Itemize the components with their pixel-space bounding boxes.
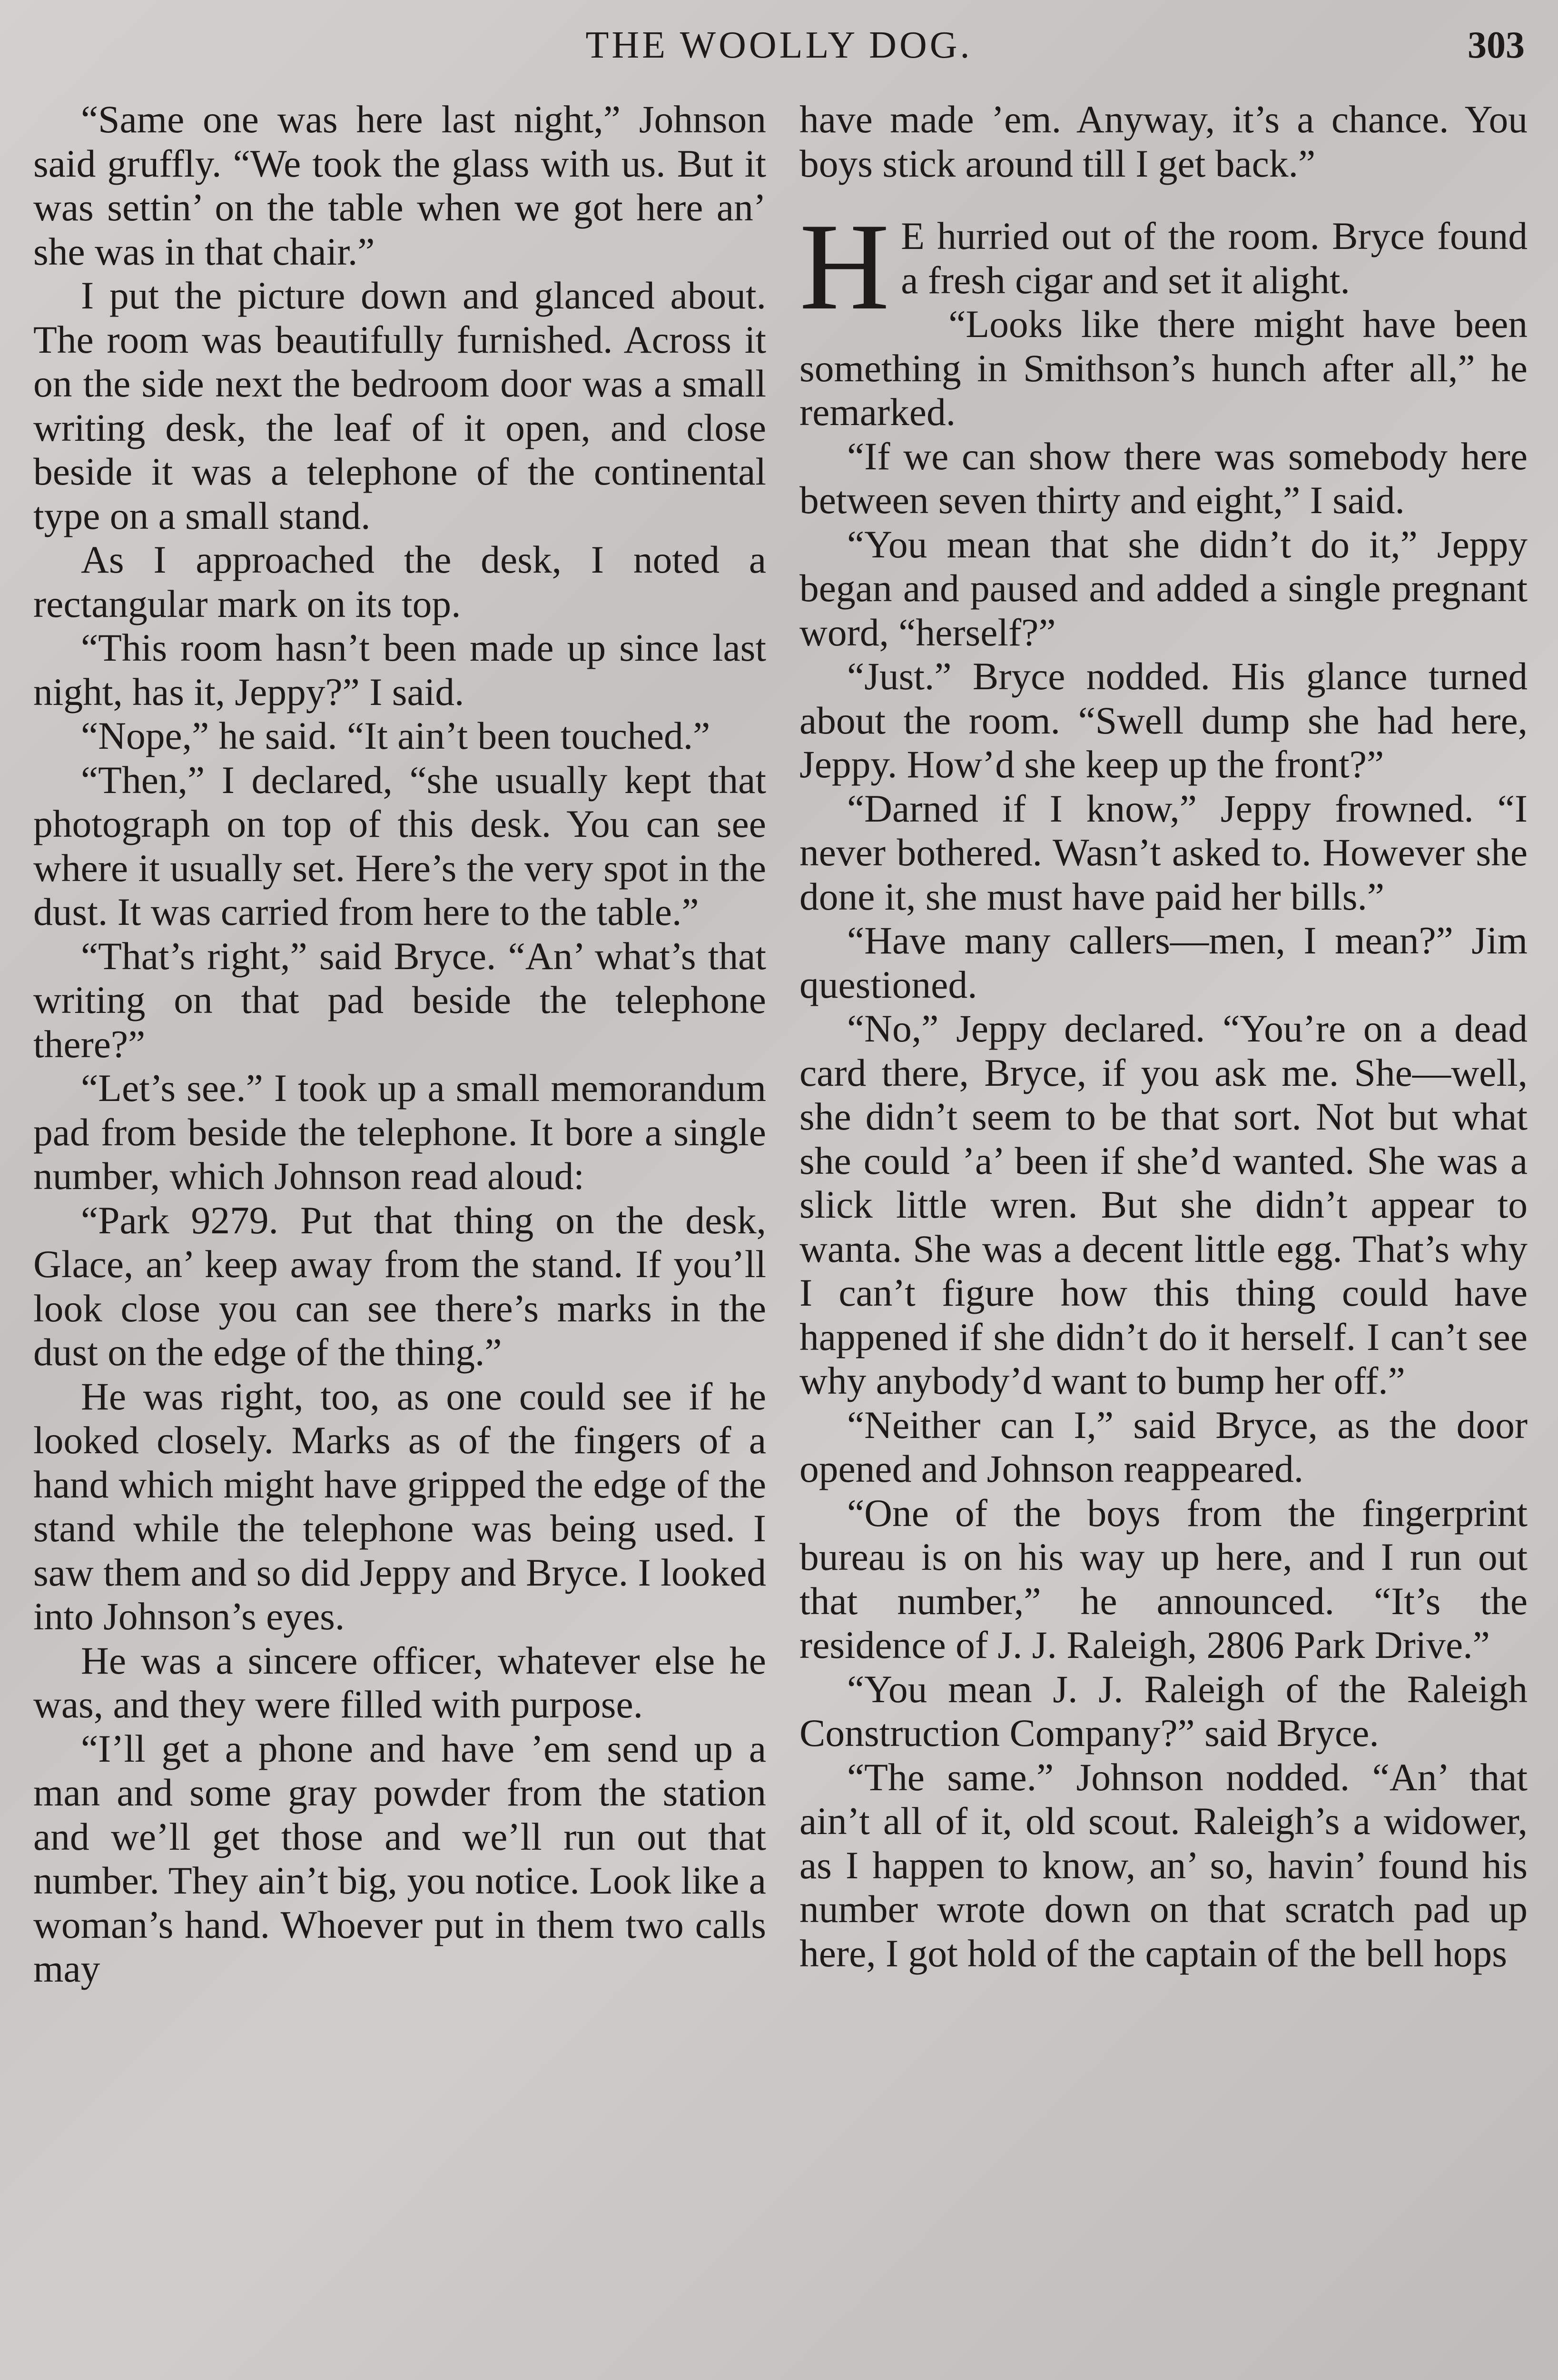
paragraph: As I approached the desk, I noted a rectangular mark on its top.	[33, 538, 766, 625]
paragraph: “The same.” Johnson nodded. “An’ that ain’t all of it, old scout. Raleigh’s a widower, as I happen to know, an’ so, havin’ found his number wrote down on that scratch pad up here, I got hold of the captain of the bell hops	[799, 1755, 1528, 1975]
paragraph: “This room hasn’t been made up since last night, has it, Jeppy?” I said.	[33, 626, 766, 714]
paragraph: “You mean J. J. Raleigh of the Raleigh Construction Company?” said Bryce.	[799, 1667, 1528, 1755]
paragraph: “Looks like there might have been something in Smithson’s hunch after all,” he remarked.	[799, 302, 1528, 434]
opening-text: E hurried out of the room. Bryce found a fresh cigar and set it alight.	[901, 214, 1528, 302]
paragraph: “Neither can I,” said Bryce, as the door opened and Johnson reappeared.	[799, 1403, 1528, 1490]
paragraph: “Have many callers—men, I mean?” Jim questioned.	[799, 919, 1528, 1006]
paragraph: “Let’s see.” I took up a small memorandum pad from beside the telephone. It bore a single number, which Johnson read aloud:	[33, 1066, 766, 1198]
paragraph: He was a sincere officer, whatever else he was, and they were filled with purpose.	[33, 1638, 766, 1726]
paragraph: “If we can show there was somebody here between seven thirty and eight,” I said.	[799, 434, 1528, 522]
paragraph: “I’ll get a phone and have ’em send up a man and some gray powder from the station and we’ll get those and we’ll run out that number. They ain’t big, you notice. Look like a woman’s hand. Whoever put in them two calls may	[33, 1726, 766, 1990]
page-header	[0, 19, 1558, 86]
page-number: 303	[1468, 24, 1525, 66]
right-column	[799, 98, 1528, 1975]
paragraph: “Just.” Bryce nodded. His glance turned about the room. “Swell dump she had here, Jeppy. How’d she keep up the front?”	[799, 654, 1528, 786]
running-title: THE WOOLLY DOG.	[585, 24, 973, 66]
paragraph: I put the picture down and glanced about. The room was beautifully furnished. Across it on the side next the bedroom door was a small writing desk, the leaf of it open, and close beside it was a telephone of the continental type on a small stand.	[33, 274, 766, 537]
section-opening-paragraph	[799, 198, 1528, 336]
paragraph: “No,” Jeppy declared. “You’re on a dead card there, Bryce, if you ask me. She—well, she didn’t seem to be that sort. Not but what she could ’a’ been if she’d wanted. She was a slick little wren. But she didn’t appear to wanta. She was a decent little egg. That’s why I can’t figure how this thing could have happened if she didn’t do it herself. I can’t see why anybody’d want to bump her off.”	[799, 1007, 1528, 1402]
paragraph: He was right, too, as one could see if he looked closely. Marks as of the fingers of a hand which might have gripped the edge of the stand while the telephone was being used. I saw them and so did Jeppy and Bryce. I looked into Johnson’s eyes.	[33, 1374, 766, 1638]
paragraph: “You mean that she didn’t do it,” Jeppy began and paused and added a single pregnant word, “herself?”	[799, 522, 1528, 654]
drop-cap: H	[799, 198, 890, 336]
left-column	[33, 98, 766, 1991]
paragraph: “One of the boys from the fingerprint bureau is on his way up here, and I run out that number,” he announced. “It’s the residence of J. J. Raleigh, 2806 Park Drive.”	[799, 1491, 1528, 1666]
paragraph: “That’s right,” said Bryce. “An’ what’s that writing on that pad beside the telephone there?”	[33, 934, 766, 1066]
paragraph: “Same one was here last night,” Johnson said gruffly. “We took the glass with us. But it was settin’ on the table when we got here an’ she was in that chair.”	[33, 98, 766, 273]
paragraph: “Nope,” he said. “It ain’t been touched.”	[81, 714, 710, 757]
continued-paragraph: have made ’em. Anyway, it’s a chance. You boys stick around till I get back.”	[799, 98, 1528, 185]
paragraph: “Then,” I declared, “she usually kept that photograph on top of this desk. You can see where it usually set. Here’s the very spot in the dust. It was carried from here to the table.”	[33, 758, 766, 933]
paragraph: “Darned if I know,” Jeppy frowned. “I never bothered. Wasn’t asked to. However she done it, she must have paid her bills.”	[799, 786, 1528, 918]
paragraph: “Park 9279. Put that thing on the desk, Glace, an’ keep away from the stand. If you’ll look close you can see there’s marks in the dust on the edge of the thing.”	[33, 1198, 766, 1374]
